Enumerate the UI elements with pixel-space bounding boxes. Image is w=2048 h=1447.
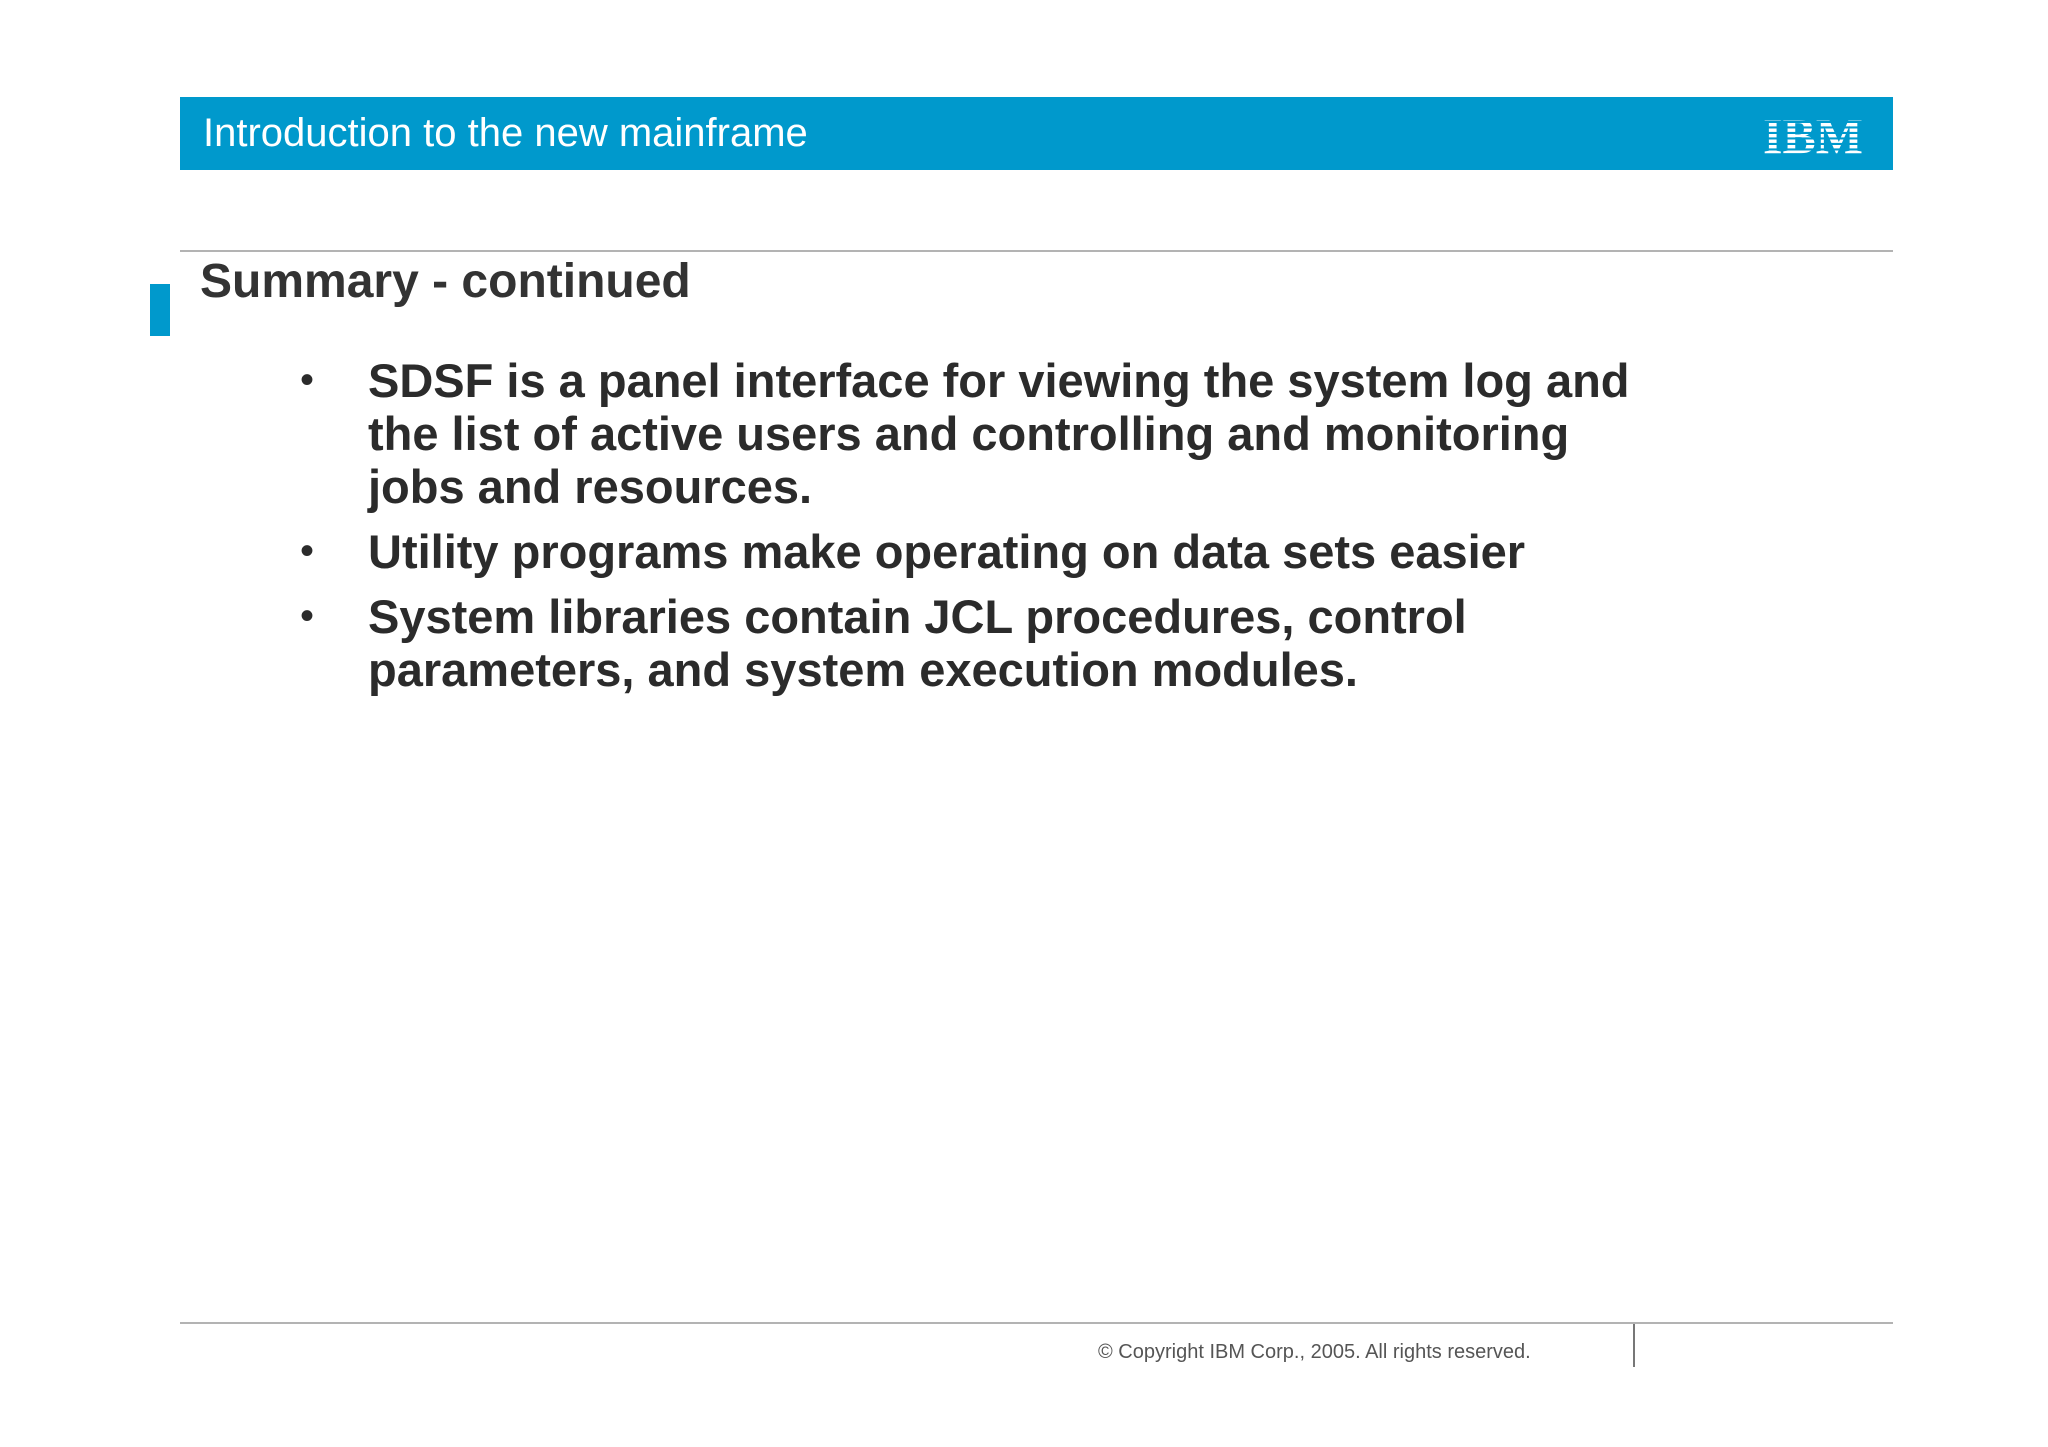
bullet-dot: • — [300, 594, 315, 638]
bullet-text: System libraries contain JCL procedures, control parameters, and system execution modules. — [368, 590, 1467, 696]
footer-divider — [1633, 1324, 1635, 1367]
bottom-rule — [180, 1322, 1893, 1324]
header-bar — [180, 97, 1893, 170]
bullet-dot: • — [300, 529, 315, 573]
bullet-item — [300, 525, 1650, 578]
title-accent-block — [150, 284, 170, 336]
bullet-item — [300, 354, 1658, 513]
bullet-list — [300, 354, 1650, 708]
header-title: Introduction to the new mainframe — [203, 111, 808, 155]
copyright-notice: © Copyright IBM Corp., 2005. All rights reserved. — [1098, 1341, 1531, 1363]
bullet-item — [300, 590, 1568, 696]
bullet-dot: • — [300, 358, 315, 402]
bullet-text: SDSF is a panel interface for viewing the system log and the list of active users and controlling and monitoring jobs and resources. — [368, 354, 1630, 513]
top-rule — [180, 250, 1893, 252]
ibm-logo — [1758, 112, 1868, 156]
ibm-logo-text: IBM — [1763, 112, 1863, 156]
slide-title: Summary - continued — [200, 255, 691, 308]
bullet-text: Utility programs make operating on data sets easier — [368, 525, 1526, 578]
